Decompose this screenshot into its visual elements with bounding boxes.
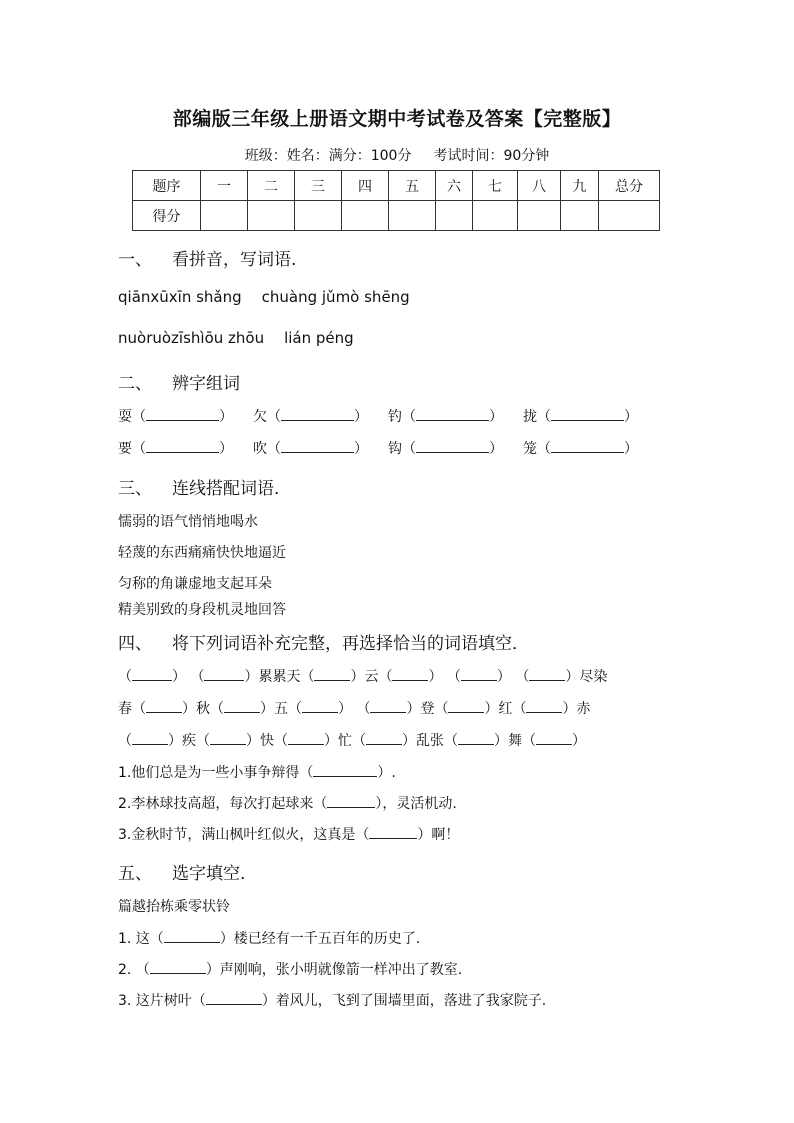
answer-blank[interactable] [146, 700, 182, 713]
score-table [132, 170, 660, 231]
fill-question-1: 1.他们总是为一些小事争辩得（ ）. [118, 765, 396, 781]
answer-blank[interactable] [448, 700, 484, 713]
score-input-cell[interactable] [518, 201, 561, 231]
exam-info [0, 145, 794, 165]
score-input-cell[interactable] [389, 201, 436, 231]
idiom-row-2: 春（ ）秋（ ）五（ ） （ ）登（ ）红（ ）赤 [118, 701, 591, 717]
answer-blank[interactable] [551, 440, 624, 453]
section-heading-1: 一、 看拼音，写词语. [118, 250, 297, 270]
answer-blank[interactable] [313, 764, 377, 777]
score-input-cell[interactable] [599, 201, 660, 231]
answer-blank[interactable] [529, 668, 565, 681]
section-heading-3: 三、 连线搭配词语. [118, 479, 280, 499]
answer-blank[interactable] [314, 668, 350, 681]
exam-time-label: 考试时间：90分钟 [433, 148, 550, 164]
page-title: 部编版三年级上册语文期中考试卷及答案【完整版】 [172, 108, 622, 130]
fill-question-3: 3.金秋时节，满山枫叶红似火，这真是（ ）啊！ [118, 827, 460, 843]
choose-question-2: 2. （ ）声刚响，张小明就像箭一样冲出了教室. [118, 962, 463, 978]
pinyin-row-2: nuòruòzīshìōu zhōu lián péng [118, 329, 354, 347]
answer-blank[interactable] [370, 700, 406, 713]
table-cell: 一 [201, 171, 248, 201]
choose-question-3: 3. 这片树叶（ ）着风儿，飞到了围墙里面，落进了我家院子. [118, 993, 547, 1009]
answer-blank[interactable] [150, 961, 206, 974]
score-table-header-row [133, 171, 660, 201]
answer-blank[interactable] [146, 408, 219, 421]
table-cell: 八 [518, 171, 561, 201]
answer-blank[interactable] [204, 668, 244, 681]
section-heading-5: 五、 选字填空. [118, 864, 246, 884]
score-table-score-row [133, 201, 660, 231]
section-heading-4: 四、 将下列词语补充完整，再选择恰当的词语填空． [118, 634, 529, 654]
table-cell: 二 [248, 171, 295, 201]
choose-question-1: 1. 这（ ）楼已经有一千五百年的历史了. [118, 931, 421, 947]
score-input-cell[interactable] [473, 201, 518, 231]
answer-blank[interactable] [392, 668, 428, 681]
table-cell: 总分 [599, 171, 660, 201]
answer-blank[interactable] [146, 440, 219, 453]
answer-blank[interactable] [206, 992, 262, 1005]
answer-blank[interactable] [132, 668, 172, 681]
match-line: 轻蔑的东西痛痛快快地逼近 [118, 545, 286, 561]
answer-blank[interactable] [458, 732, 494, 745]
answer-blank[interactable] [288, 732, 324, 745]
table-cell: 题序 [133, 171, 201, 201]
character-choices: 篇越抬栋乘零状铃 [118, 899, 230, 915]
answer-blank[interactable] [369, 826, 417, 839]
answer-blank[interactable] [224, 700, 260, 713]
answer-blank[interactable] [461, 668, 497, 681]
idiom-row-3: （ ）疾（ ）快（ ）忙（ ）乱张（ ）舞（ ） [118, 733, 586, 749]
score-input-cell[interactable] [436, 201, 473, 231]
table-cell: 四 [342, 171, 389, 201]
answer-blank[interactable] [164, 930, 220, 943]
score-input-cell[interactable] [201, 201, 248, 231]
table-cell: 五 [389, 171, 436, 201]
answer-blank[interactable] [416, 440, 489, 453]
match-line: 匀称的角谦虚地支起耳朵 [118, 576, 272, 592]
idiom-row-1: （ ） （ ）累累天（ ）云（ ） （ ） （ ）尽染 [118, 669, 608, 685]
answer-blank[interactable] [327, 795, 375, 808]
match-line: 精美别致的身段机灵地回答 [118, 602, 286, 618]
table-cell: 九 [561, 171, 599, 201]
answer-blank[interactable] [366, 732, 402, 745]
answer-blank[interactable] [536, 732, 572, 745]
score-input-cell[interactable] [248, 201, 295, 231]
score-input-cell[interactable] [342, 201, 389, 231]
pinyin-row-1: qiānxūxīn shǎng chuàng jǔmò shēng [118, 288, 410, 306]
answer-blank[interactable] [302, 700, 338, 713]
word-group-row-2: 要（ ） 吹（ ） 钩（ ） 笼（ ） [118, 441, 638, 457]
answer-blank[interactable] [416, 408, 489, 421]
answer-blank[interactable] [281, 408, 354, 421]
answer-blank[interactable] [210, 732, 246, 745]
table-cell: 得分 [133, 201, 201, 231]
table-cell: 三 [295, 171, 342, 201]
section-heading-2: 二、 辨字组词 [118, 374, 240, 394]
match-line: 懦弱的语气悄悄地喝水 [118, 514, 258, 530]
answer-blank[interactable] [132, 732, 168, 745]
answer-blank[interactable] [526, 700, 562, 713]
table-cell: 七 [473, 171, 518, 201]
score-input-cell[interactable] [561, 201, 599, 231]
score-input-cell[interactable] [295, 201, 342, 231]
fill-question-2: 2.李林球技高超，每次打起球来（ ），灵活机动. [118, 796, 457, 812]
class-name-score-label: 班级：姓名：满分：100分 [244, 148, 412, 164]
answer-blank[interactable] [281, 440, 354, 453]
word-group-row-1: 耍（ ） 欠（ ） 钓（ ） 拢（ ） [118, 409, 638, 425]
answer-blank[interactable] [551, 408, 624, 421]
table-cell: 六 [436, 171, 473, 201]
